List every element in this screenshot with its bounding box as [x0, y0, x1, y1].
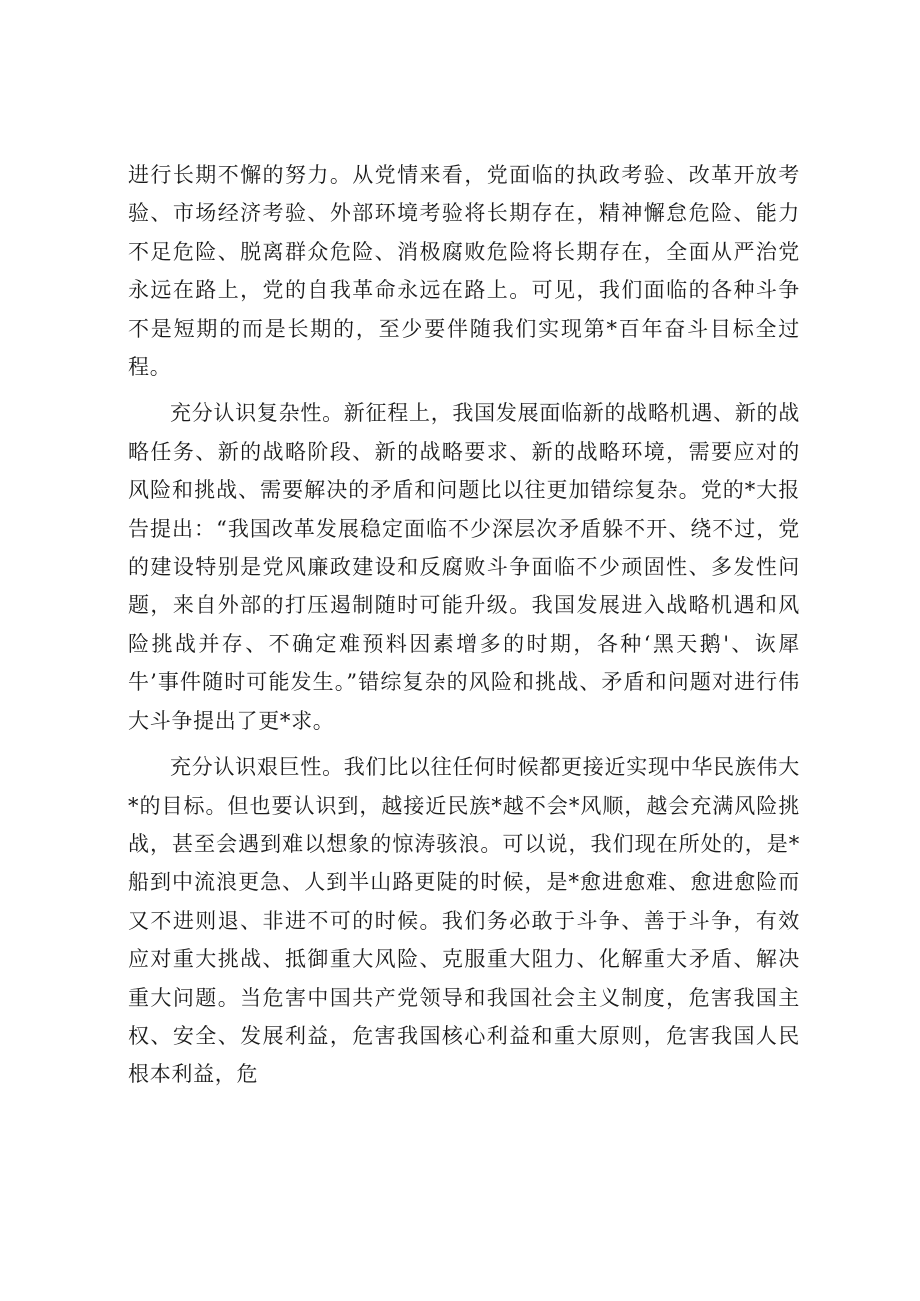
paragraph-continuation: 进行长期不懈的努力。从党情来看，党面临的执政考验、改革开放考验、市场经济考验、外部环境考验将长期存在，精神懈怠危险、能力不足危险、脱离群众危险、消极腐败危险将长期存在，全面从严治党永远在路上，党的自我革命永远在路上。可见，我们面临的各种斗争不是短期的而是长期的，至少要伴随我们实现第*百年奋斗目标全过程。 — [128, 163, 800, 380]
paragraph-complexity: 充分认识复杂性。新征程上，我国发展面临新的战略机遇、新的战略任务、新的战略阶段、新的战略要求、新的战略环境，需要应对的风险和挑战、需要解决的矛盾和问题比以往更加错综复杂。党的*大报告提出：“我国改革发展稳定面临不少深层次矛盾躲不开、绕不过，党的建设特别是党风廉政建设和反腐败斗争面临不少顽固性、多发性问题，来自外部的打压遏制随时可能升级。我国发展进入战略机遇和风险挑战并存、不确定难预料因素增多的时期，各种‘黑天鹅'、诙犀牛’事件随时可能发生。”错综复杂的风险和挑战、矛盾和问题对进行伟大斗争提出了更*求。 — [128, 401, 800, 733]
paragraph-arduousness: 充分认识艰巨性。我们比以往任何时候都更接近实现中华民族伟大*的目标。但也要认识到，越接近民族*越不会*风顺，越会充满风险挑战，甚至会遇到难以想象的惊涛骇浪。可以说，我们现在所处的，是*船到中流浪更急、人到半山路更陡的时候，是*愈进愈难、愈进愈险而又不进则退、非进不可的时候。我们务必敢于斗争、善于斗争，有效应对重大挑战、抵御重大风险、克服重大阻力、化解重大矛盾、解决重大问题。当危害中国共产党领导和我国社会主义制度，危害我国主权、安全、发展利益，危害我国核心利益和重大原则，危害我国人民根本利益，危 — [128, 755, 800, 1087]
body-text — [128, 156, 800, 1094]
